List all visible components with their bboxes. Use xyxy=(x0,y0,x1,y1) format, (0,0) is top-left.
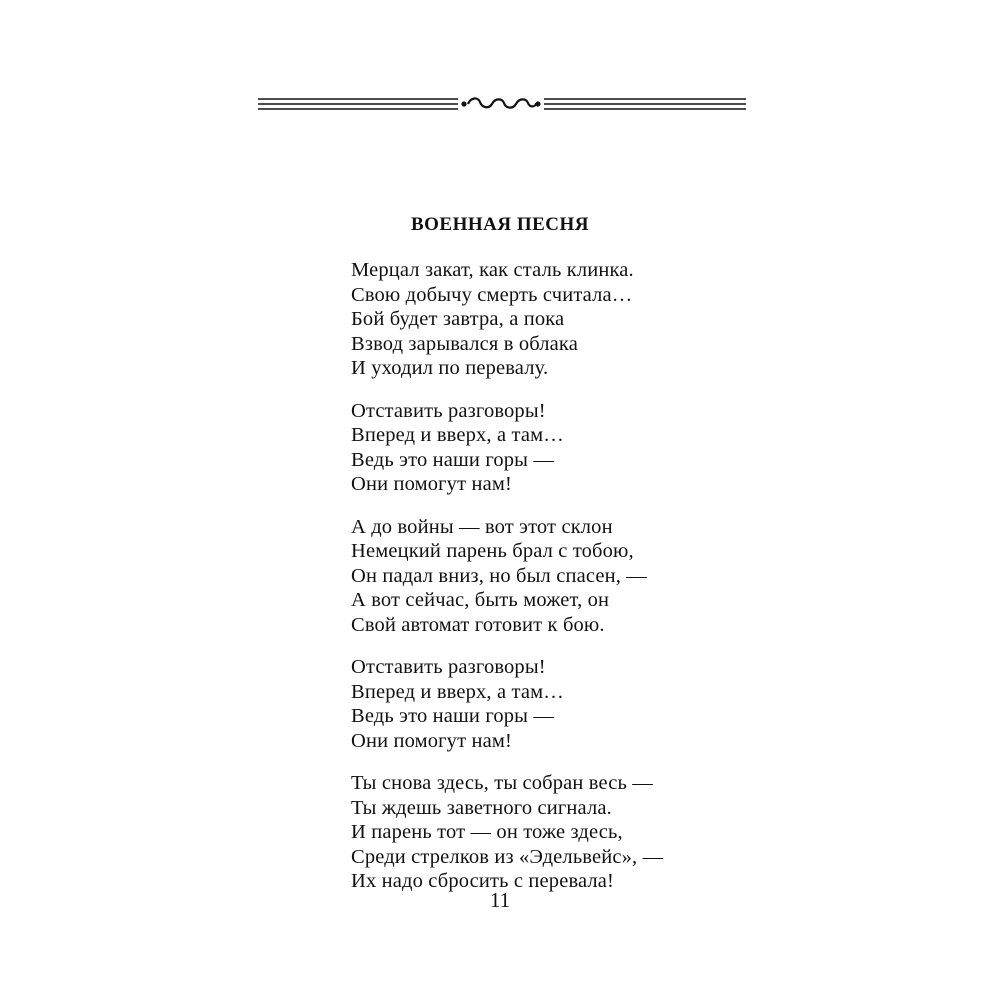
poem-line: Ты снова здесь, ты собран весь — xyxy=(351,772,653,794)
poem-line: Ты ждешь заветного сигнала. xyxy=(351,796,612,819)
poem-line: Отставить разговоры! xyxy=(351,656,546,678)
poem-line: Свою добычу смерть считала… xyxy=(351,283,633,306)
stanza xyxy=(351,771,771,894)
poem-body xyxy=(351,258,771,912)
poem-line: И уходил по перевалу. xyxy=(351,357,549,379)
poem-title: ВОЕННАЯ ПЕСНЯ xyxy=(410,214,590,235)
poem-line: Вперед и вверх, а там… xyxy=(351,424,564,446)
poem-line: И парень тот — он тоже здесь, xyxy=(351,821,623,843)
stanza xyxy=(351,655,771,753)
poem-line: Они помогут нам! xyxy=(351,729,512,752)
page-number: 11 xyxy=(489,888,511,912)
stanza xyxy=(351,515,771,638)
poem-line: Он падал вниз, но был спасен, — xyxy=(351,564,647,587)
poem-line: Свой автомат готовит к бою. xyxy=(351,613,605,636)
poem-line: А вот сейчас, быть может, он xyxy=(351,589,610,611)
poem-line: Бой будет завтра, а пока xyxy=(351,308,565,330)
poem-line: Мерцал закат, как сталь клинка. xyxy=(351,259,634,281)
stanza xyxy=(351,399,771,497)
poem-line: Ведь это наши горы — xyxy=(351,448,555,471)
poem-line: Взвод зарывался в облака xyxy=(351,332,578,355)
poem-line: Ведь это наши горы — xyxy=(351,705,555,727)
poem-line: А до войны — вот этот склон xyxy=(351,515,613,538)
scroll-ornament-icon xyxy=(258,92,746,116)
poem-line: Отставить разговоры! xyxy=(351,399,546,422)
poem-line: Среди стрелков из «Эдельвейс», — xyxy=(351,845,664,868)
poem-line: Вперед и вверх, а там… xyxy=(351,680,564,703)
poem-line: Они помогут нам! xyxy=(351,473,512,495)
stanza xyxy=(351,258,771,381)
poem-line: Немецкий парень брал с тобою, xyxy=(351,540,634,562)
poem-line: Их надо сбросить с перевала! xyxy=(351,870,615,892)
